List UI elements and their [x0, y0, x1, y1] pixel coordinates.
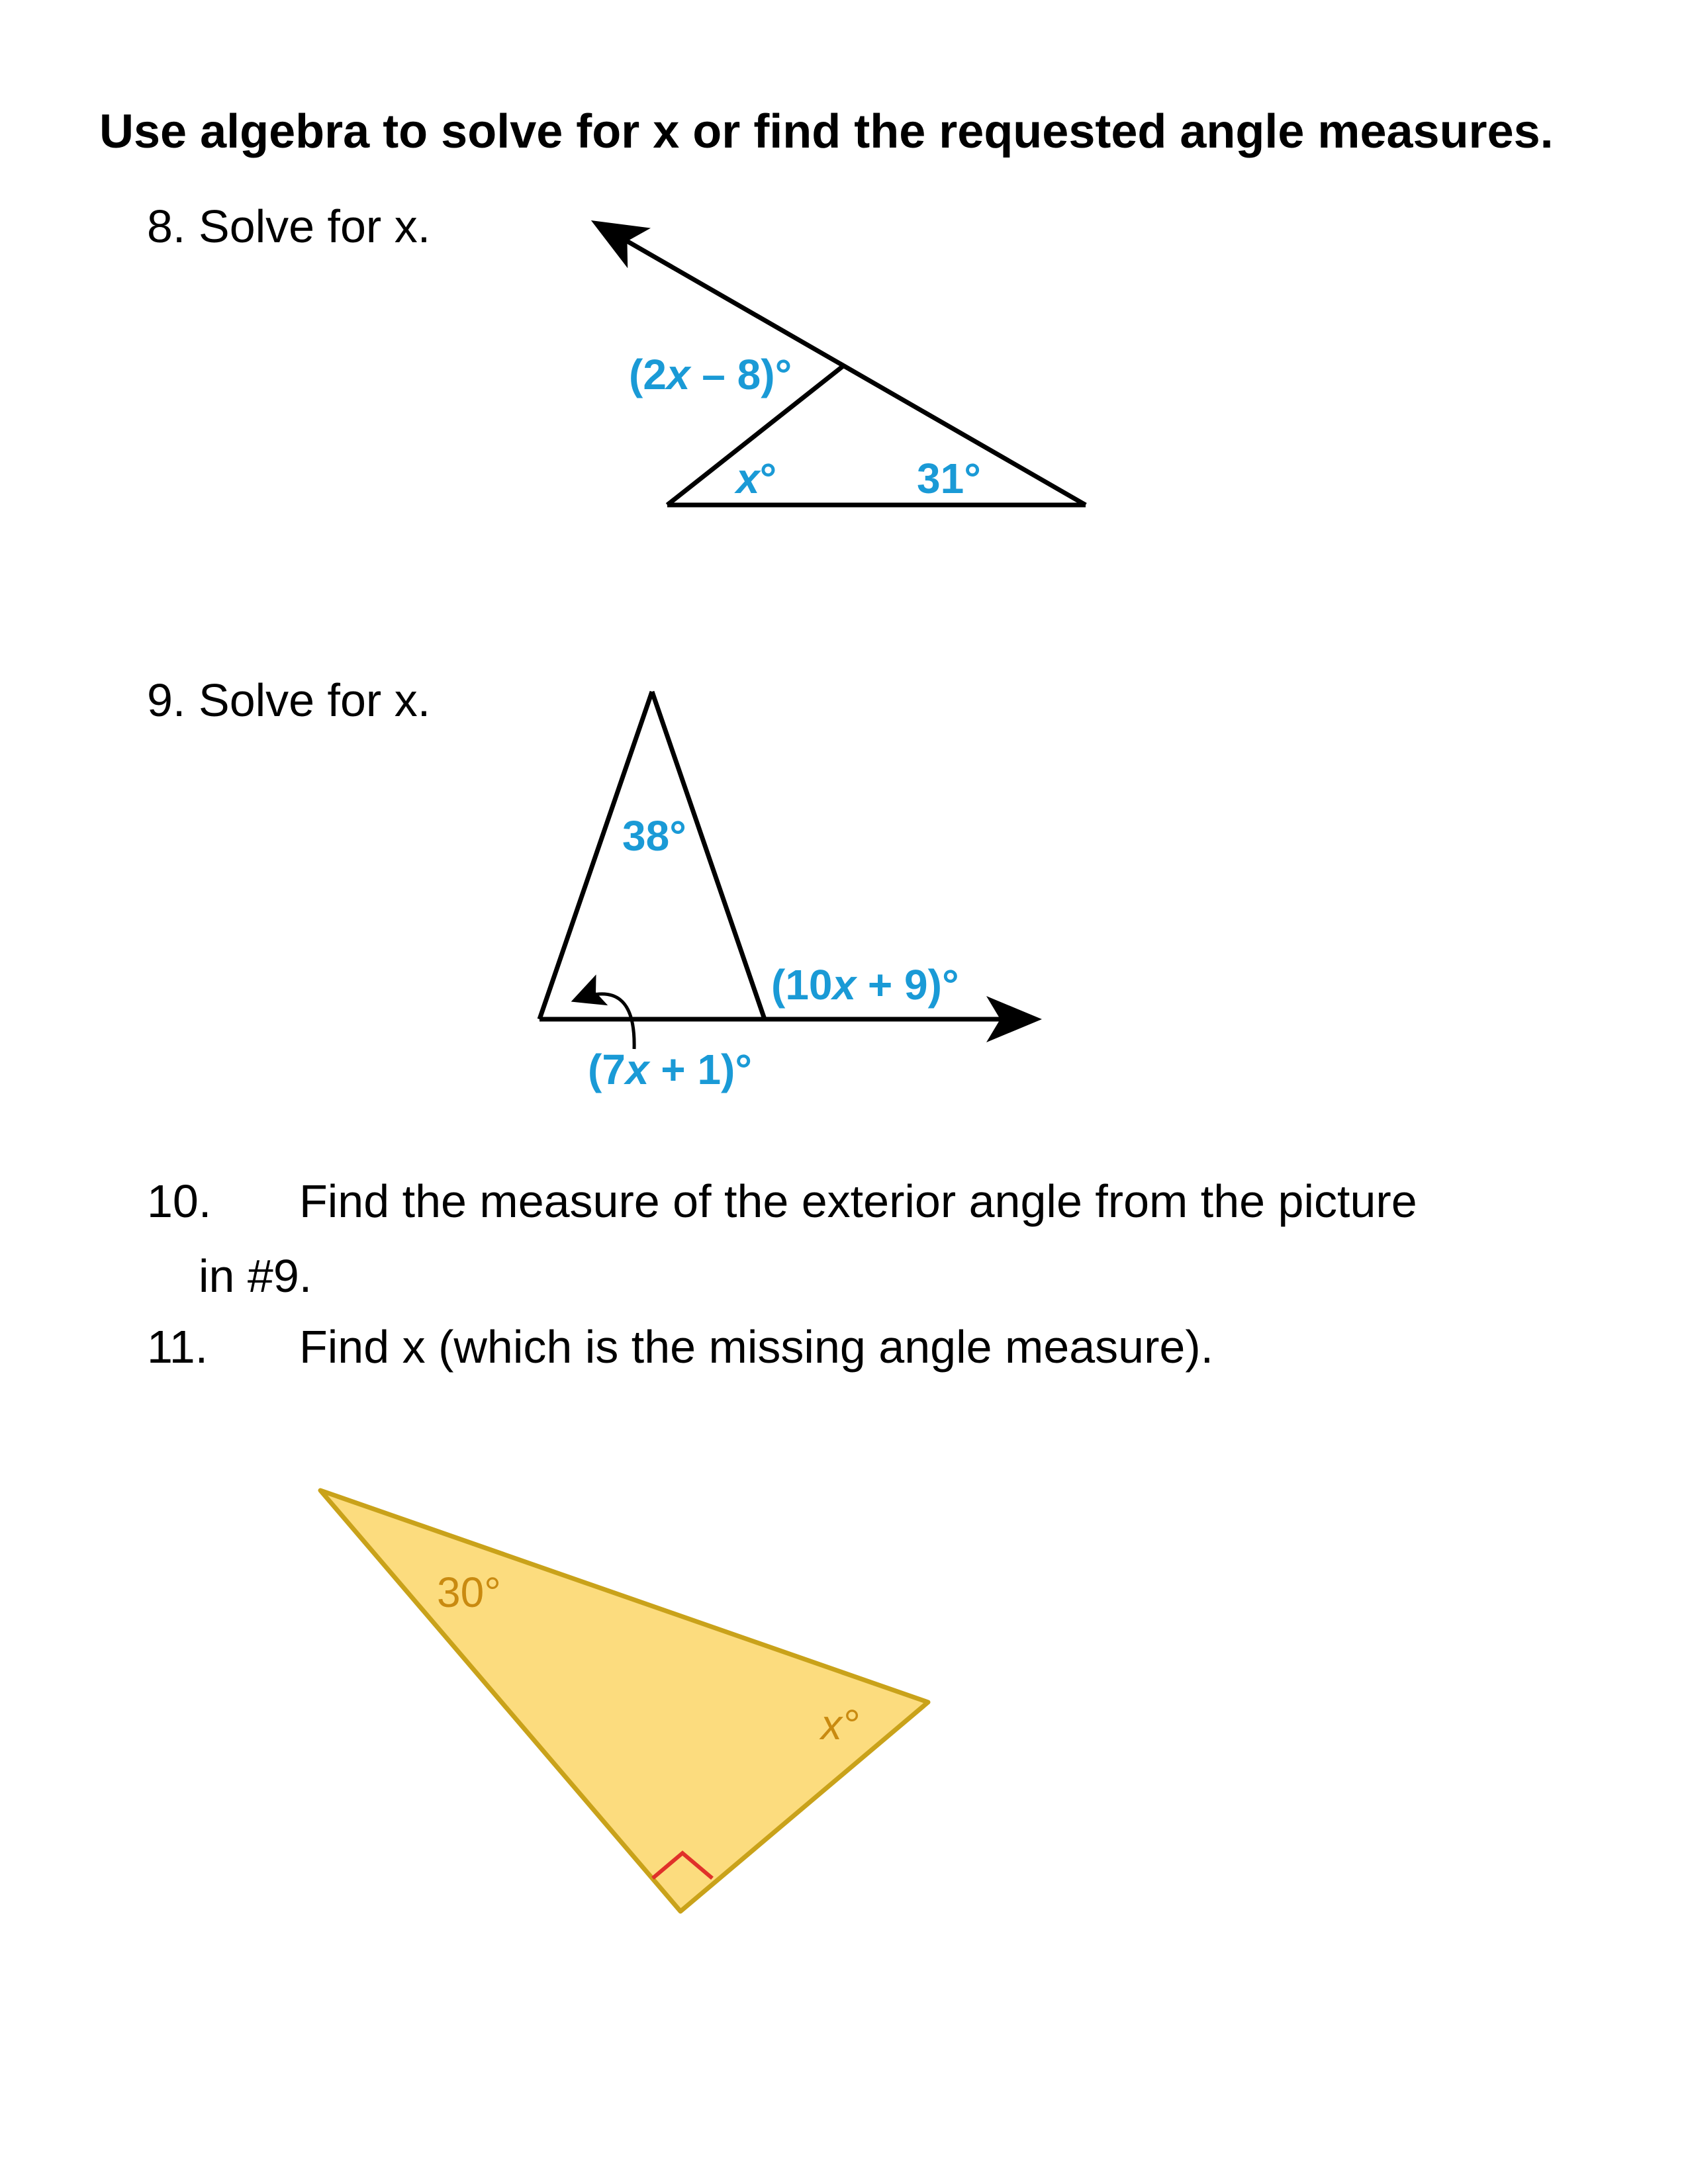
question-10-number: 10.: [147, 1175, 212, 1227]
question-9-text: Solve for x.: [199, 674, 431, 726]
figure-9-exterior-angle-label: (10x + 9)°: [771, 961, 959, 1009]
question-9-number: 9.: [147, 674, 186, 726]
question-8-number: 8.: [147, 201, 186, 252]
figure-9-7x-plus-1-label: (7x + 1)°: [588, 1046, 752, 1093]
figure-8-exterior-angle-label: (2x – 8)°: [629, 351, 792, 398]
figure-8-interior-x-label: x°: [736, 455, 777, 502]
instruction-heading: Use algebra to solve for x or find the requested angle measures.: [99, 105, 1554, 158]
figure-8-31-degree-label: 31°: [917, 455, 981, 502]
question-10-text-line2: in #9.: [199, 1250, 312, 1302]
question-11-number: 11.: [147, 1321, 209, 1373]
figure-9-38-degree-label: 38°: [622, 812, 686, 860]
question-11-text: Find x (which is the missing angle measure).: [299, 1321, 1214, 1373]
question-10-text: Find the measure of the exterior angle from the picture: [299, 1175, 1417, 1227]
figure-11-30-degree-label: 30°: [437, 1569, 501, 1616]
figure-11-x-degree-label: x°: [821, 1701, 859, 1749]
question-8-text: Solve for x.: [199, 201, 431, 252]
